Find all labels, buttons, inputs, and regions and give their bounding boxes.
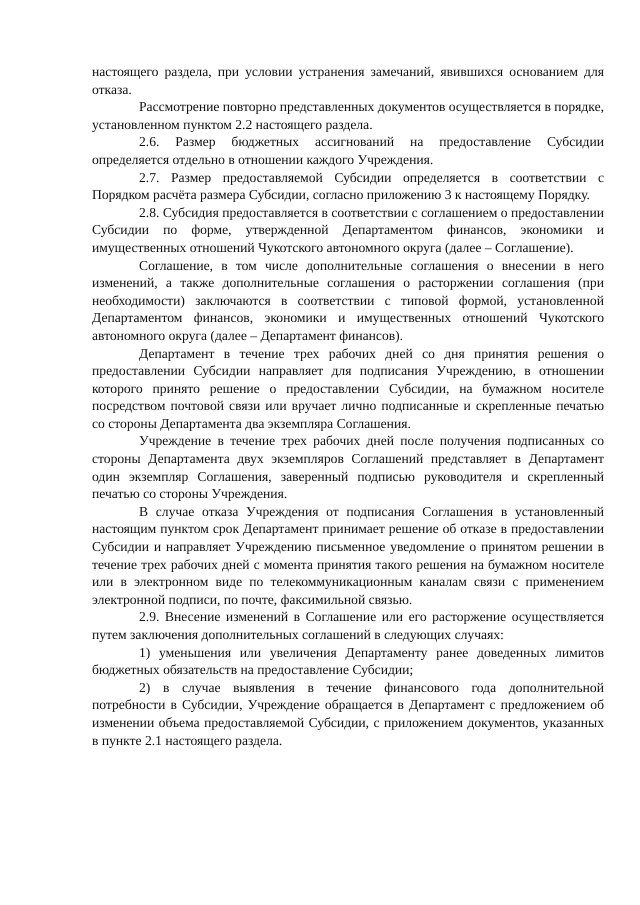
- paragraph-2-6: 2.6. Размер бюджетных ассигнований на предоставление Субсидии определяется отдельно в отношении каждого Учреждения.: [92, 134, 604, 167]
- document-page: [92, 63, 604, 749]
- paragraph-agreement-form: Соглашение, в том числе дополнительные соглашения о внесении в него изменений, а также дополнительные соглашения о расторжении соглашения (при необходимости) заключаются в соответствии с типовой формой, установленной Департаментом финансов, экономики и имущественных отношений Чукотского автономного округа (далее – Департамент финансов).: [92, 257, 604, 343]
- paragraph-resubmission: Рассмотрение повторно представленных документов осуществляется в порядке, установленном пунктом 2.2 настоящего раздела.: [92, 99, 605, 132]
- paragraph-institution-returns: Учреждение в течение трех рабочих дней после получения подписанных со стороны Департамента двух экземпляров Соглашений представляет в Департамент один экземпляр Соглашения, заверенный подписью руководителя и скрепленный печатью со стороны Учреждения.: [92, 433, 604, 502]
- list-item-1: 1) уменьшения или увеличения Департаменту ранее доведенных лимитов бюджетных обязательств на предоставление Субсидии;: [92, 644, 604, 678]
- paragraph-department-sends: Департамент в течение трех рабочих дней со дня принятия решения о предоставлении Субсидии направляет для подписания Учреждению, в отношении которого принято решение о предоставлении Субсидии, на бумажном носителе посредством почтовой связи или вручает лично подписанные и скрепленные печатью со стороны Департамента два экземпляра Соглашения.: [92, 345, 604, 431]
- paragraph-2-7: 2.7. Размер предоставляемой Субсидии определяется в соответствии с Порядком расчёта размера Субсидии, согласно приложению 3 к настоящему Порядку.: [92, 169, 604, 203]
- paragraph-2-9: 2.9. Внесение изменений в Соглашение или его расторжение осуществляется путем заключения дополнительных соглашений в следующих случаях:: [92, 609, 604, 642]
- paragraph-continuation: настоящего раздела, при условии устранения замечаний, явившихся основанием для отказа.: [92, 64, 604, 97]
- paragraph-2-8: 2.8. Субсидия предоставляется в соответствии с соглашением о предоставлении Субсидии по форме, утвержденной Департаментом финансов, экономики и имущественных отношений Чукотского автономного округа (далее – Соглашение).: [92, 204, 604, 255]
- paragraph-refusal: В случае отказа Учреждения от подписания Соглашения в установленный настоящим пунктом срок Департамент принимает решение об отказе в предоставлении Субсидии и направляет Учреждению письменное уведомление о принятом решении в течение трех рабочих дней с момента принятия такого решения на бумажном носителе или в электронном виде по телекоммуникационным каналам связи с применением электронной подписи, по почте, факсимильной связью.: [92, 503, 604, 607]
- list-item-2: 2) в случае выявления в течение финансового года дополнительной потребности в Субсидии, Учреждение обращается в Департамент с предложением об изменении объема предоставляемой Субсидии, с приложением документов, указанных в пункте 2.1 настоящего раздела.: [92, 679, 604, 748]
